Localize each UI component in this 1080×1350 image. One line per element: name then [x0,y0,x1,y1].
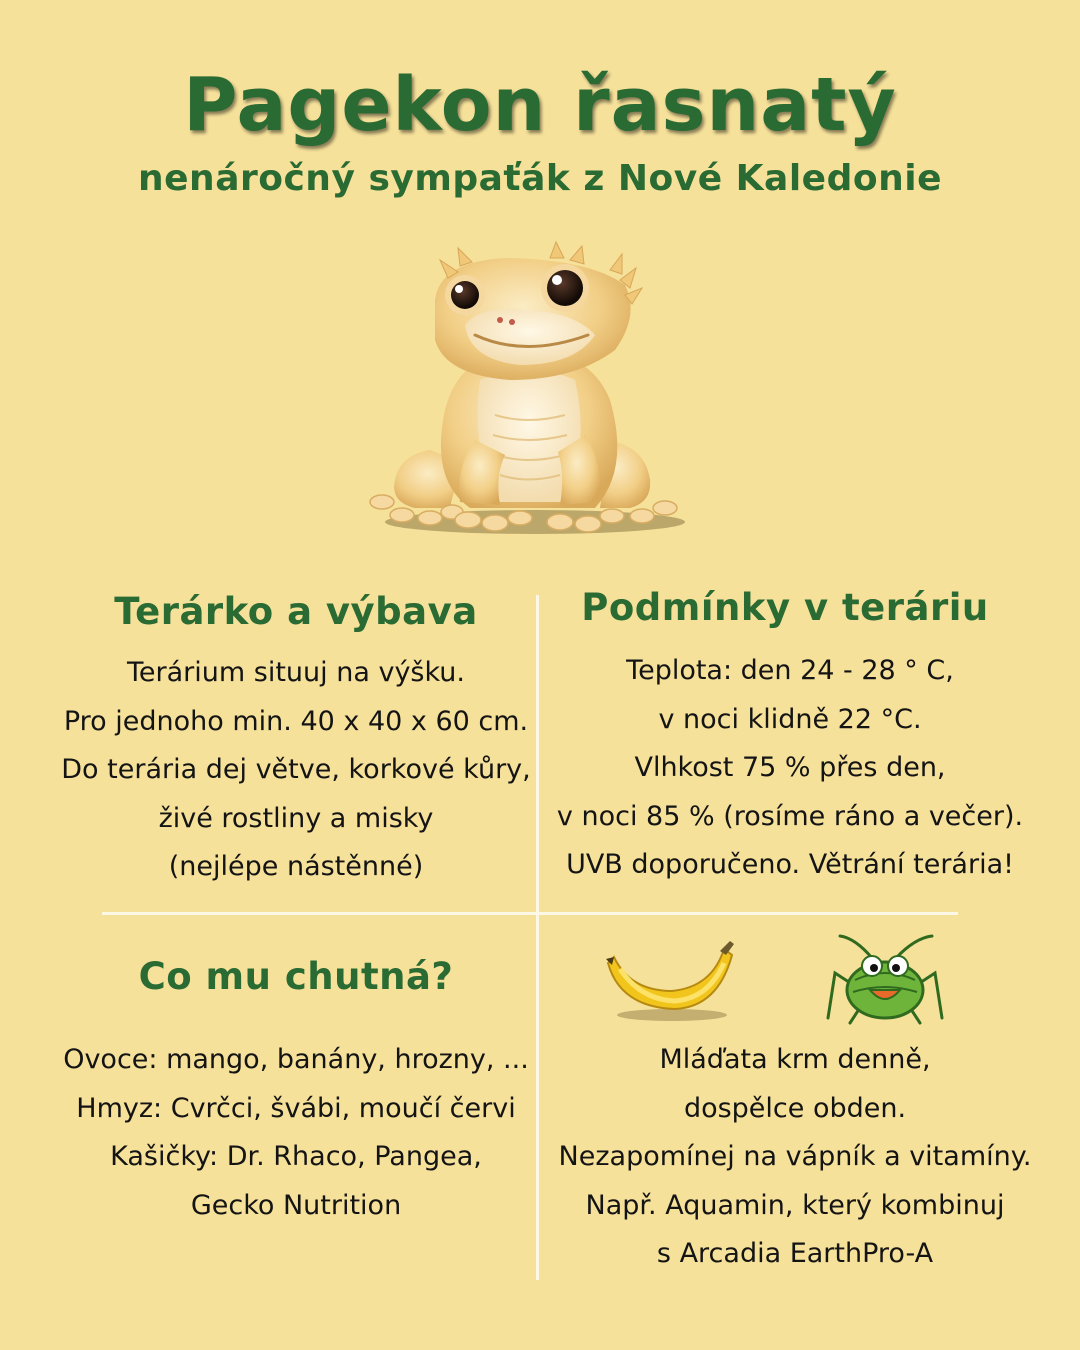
section-text-conditions [540,647,1040,890]
text-line: dospělce obden. [683,1092,907,1124]
horizontal-divider [102,912,958,915]
section-heading-terrarium: Terárko a výbava [114,590,478,633]
text-line: v noci 85 % (rosíme ráno a večer). [556,800,1024,832]
cricket-icon [820,928,950,1028]
text-line: Pro jednoho min. 40 x 40 x 60 cm. [63,705,529,737]
text-line: Gecko Nutrition [190,1189,402,1221]
gecko-illustration [360,240,690,540]
section-text-terrarium [46,649,546,892]
text-line: Vlhkost 75 % přes den, [634,752,946,783]
text-line: UVB doporučeno. Větrání terária! [566,849,1014,880]
section-text-feeding [540,1036,1050,1279]
section-heading-conditions: Podmínky v teráriu [581,586,989,629]
section-text-food [46,1036,546,1230]
banana-icon [600,935,740,1025]
text-line: Do terária dej větve, korkové kůry, [61,754,531,785]
text-line: Kašičky: Dr. Rhaco, Pangea, [110,1141,482,1172]
text-line: s Arcadia EarthPro-A [656,1238,934,1269]
text-line: Hmyz: Cvrčci, švábi, moučí červi [76,1092,516,1124]
text-line: v noci klidně 22 °C. [658,703,922,735]
text-line: Terárium situuj na výšku. [127,657,465,688]
text-line: Ovoce: mango, banány, hrozny, ... [63,1044,529,1075]
text-line: Nezapomínej na vápník a vitamíny. [558,1141,1032,1172]
text-line: (nejlépe nástěnné) [168,851,424,882]
text-line: Teplota: den 24 - 28 ° C, [626,655,954,686]
page-title: Pagekon řasnatý [183,62,897,148]
text-line: živé rostliny a misky [158,802,434,834]
section-heading-food: Co mu chutná? [138,955,454,998]
text-line: Např. Aquamin, který kombinuj [585,1189,1005,1221]
page-subtitle: nenáročný sympaťák z Nové Kaledonie [138,158,942,199]
text-line: Mláďata krm denně, [659,1044,931,1075]
